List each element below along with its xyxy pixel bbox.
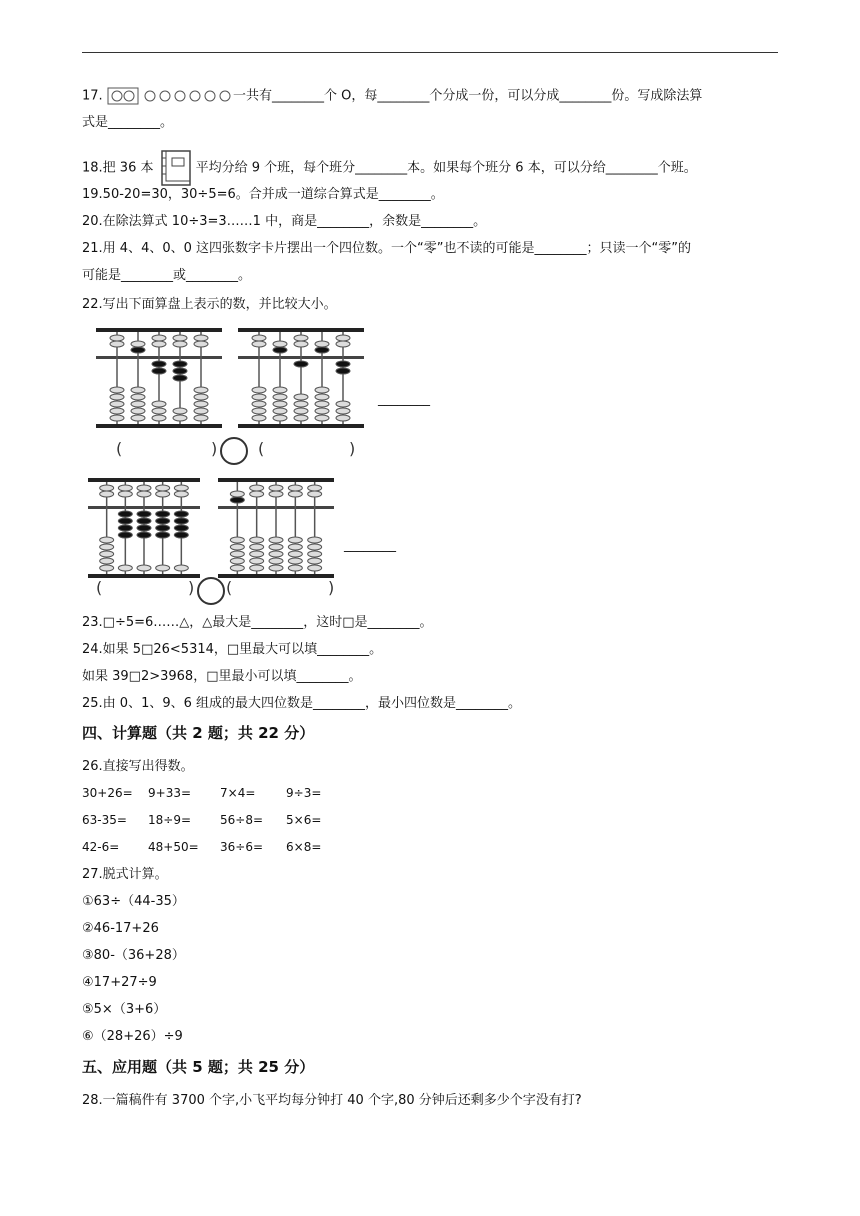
question-17 (82, 87, 702, 106)
oral-row-1 (82, 786, 352, 800)
question-18-text-a: 18.把 36 本 (82, 160, 154, 176)
answer-paren-right-1: ) (211, 439, 218, 458)
oral-item: 9+33= (148, 786, 192, 800)
step-calc-item: ④17+27÷9 (82, 975, 157, 990)
question-24: 24.如果 5□26<5314，□里最大可以填________。 (82, 642, 383, 657)
question-24-line2: 如果 39□2>3968，□里最小可以填________。 (82, 669, 362, 684)
answer-paren-left-4: ( (226, 578, 233, 597)
question-26: 26.直接写出得数。 (82, 759, 194, 774)
answer-paren-right-2: ) (349, 439, 356, 458)
section-5-heading: 五、应用题（共 5 题；共 25 分） (82, 1058, 315, 1076)
question-20: 20.在除法算式 10÷3=3……1 中，商是________，余数是________。 (82, 214, 487, 229)
question-28: 28.一篇稿件有 3700 个字,小飞平均每分钟打 40 个字,80 分钟后还剩多少个字没有打? (82, 1093, 582, 1108)
oral-row-2 (82, 813, 352, 827)
compare-circle-1[interactable] (220, 437, 248, 465)
question-18 (82, 148, 697, 188)
oral-item: 42-6= (82, 840, 120, 854)
oral-item: 18÷9= (148, 813, 192, 827)
abacus-1 (96, 328, 222, 428)
abacus-4 (218, 478, 334, 578)
compare-circle-2[interactable] (197, 577, 225, 605)
step-calc-item: ①63÷（44-35） (82, 894, 185, 909)
oral-item: 30+26= (82, 786, 133, 800)
question-23: 23.□÷5=6……△，△最大是________，这时□是________。 (82, 615, 433, 630)
abacus-answer-blank-1: ________ (378, 392, 430, 407)
step-calc-item: ③80-（36+28） (82, 948, 185, 963)
answer-paren-right-4: ) (328, 578, 335, 597)
step-calc-item: ⑥（28+26）÷9 (82, 1029, 183, 1044)
question-17-number: 17. (82, 88, 103, 104)
question-17-text: 一共有________个 O，每________个分成一份，可以分成________份。写成除法算 (232, 88, 703, 104)
answer-paren-left-1: ( (116, 439, 123, 458)
abacus-2 (238, 328, 364, 428)
oral-item: 9÷3= (286, 786, 322, 800)
oral-item: 48+50= (148, 840, 199, 854)
answer-paren-left-2: ( (258, 439, 265, 458)
abacus-3 (88, 478, 200, 578)
question-17-line2: 式是________。 (82, 115, 174, 130)
question-22: 22.写出下面算盘上表示的数，并比较大小。 (82, 297, 337, 312)
question-25: 25.由 0、1、9、6 组成的最大四位数是________，最小四位数是________。 (82, 696, 522, 711)
oral-item: 56÷8= (220, 813, 264, 827)
question-21: 21.用 4、4、0、0 这四张数字卡片摆出一个四位数。一个“零”也不读的可能是________；只读一个“零”的 (82, 241, 691, 256)
abacus-answer-blank-2: ________ (344, 538, 396, 553)
answer-paren-right-3: ) (188, 578, 195, 597)
question-27: 27.脱式计算。 (82, 867, 168, 882)
question-18-text-b: 平均分给 9 个班，每个班分________本。如果每个班分 6 本，可以分给________个班。 (195, 160, 697, 176)
oral-item: 7×4= (220, 786, 256, 800)
oral-item: 63-35= (82, 813, 127, 827)
six-circles-icon (143, 89, 233, 103)
answer-paren-left-3: ( (96, 578, 103, 597)
question-21-line2: 可能是________或________。 (82, 268, 252, 283)
section-4-heading: 四、计算题（共 2 题；共 22 分） (82, 724, 315, 742)
two-circles-box-icon (107, 87, 139, 105)
question-19: 19.50-20=30，30÷5=6。合并成一道综合算式是________。 (82, 187, 444, 202)
header-rule (82, 52, 778, 53)
oral-item: 5×6= (286, 813, 322, 827)
step-calc-item: ②46-17+26 (82, 921, 159, 936)
oral-item: 36÷6= (220, 840, 264, 854)
oral-item: 6×8= (286, 840, 322, 854)
book-icon (158, 148, 196, 188)
oral-row-3 (82, 840, 352, 854)
step-calc-item: ⑤5×（3+6） (82, 1002, 167, 1017)
